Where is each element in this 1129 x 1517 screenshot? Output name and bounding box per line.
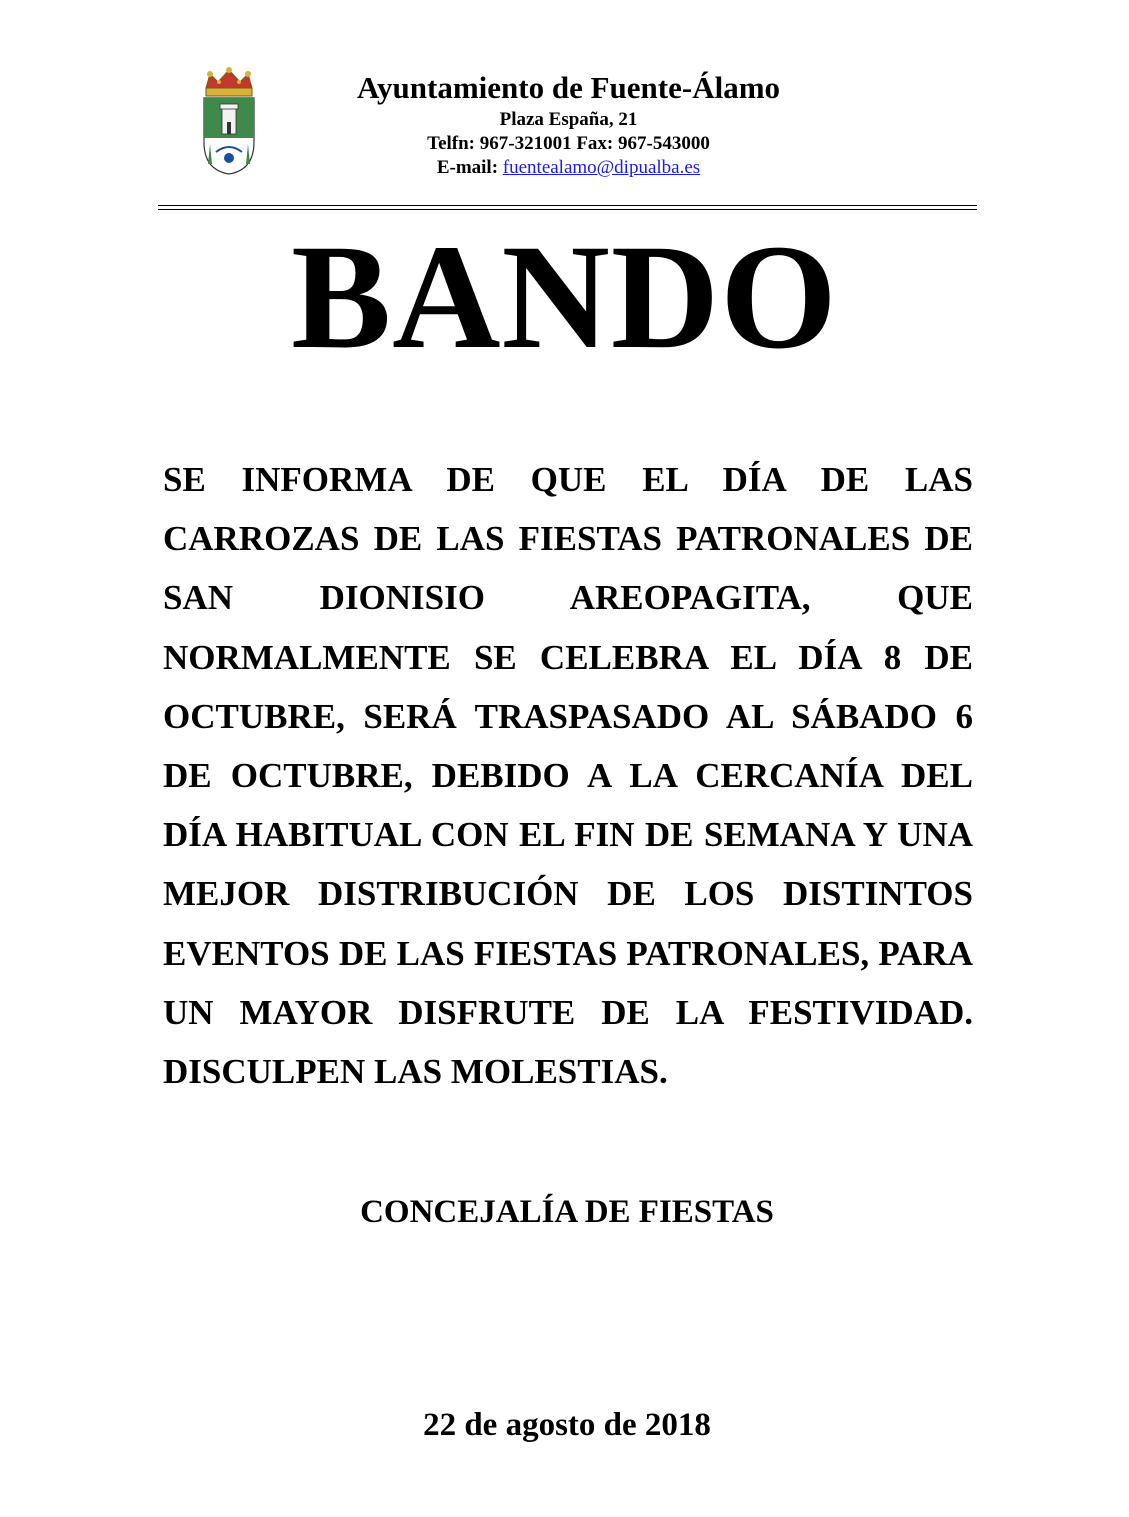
email-line (160, 156, 977, 180)
letterhead (160, 60, 977, 210)
document-title: BANDO (291, 214, 838, 380)
header-divider-bottom (158, 209, 977, 210)
email-link[interactable]: fuentealamo@dipualba.es (502, 157, 701, 178)
document-date: 22 de agosto de 2018 (423, 1407, 711, 1443)
header-divider-top (158, 205, 977, 206)
signature: CONCEJALÍA DE FIESTAS (360, 1194, 774, 1230)
org-name: Ayuntamiento de Fuente-Álamo (356, 70, 781, 105)
address: Plaza España, 21 (499, 109, 638, 130)
phone-fax: Telfn: 967-321001 Fax: 967-543000 (427, 133, 710, 154)
letterhead-text (160, 70, 977, 106)
contact-block (160, 108, 977, 180)
email-label: E-mail: (436, 157, 503, 178)
announcement-body: SE INFORMA DE QUE EL DÍA DE LAS CARROZAS DE LAS FIESTAS PATRONALES DE SAN DIONISIO AREOPAGITA, QUE NORMALMENTE SE CELEBRA EL DÍA 8 DE OCTUBRE, SERÁ TRASPASADO AL SÁBADO 6 DE OCTUBRE, DEBIDO A LA CERCANÍA DEL DÍA HABITUAL CON EL FIN DE SEMANA Y UNA MEJOR DISTRIBUCIÓN DE LOS DISTINTOS EVENTOS DE LAS FIESTAS PATRONALES, PARA UN MAYOR DISFRUTE DE LA FESTIVIDAD. DISCULPEN LAS MOLESTIAS. (163, 460, 973, 1092)
